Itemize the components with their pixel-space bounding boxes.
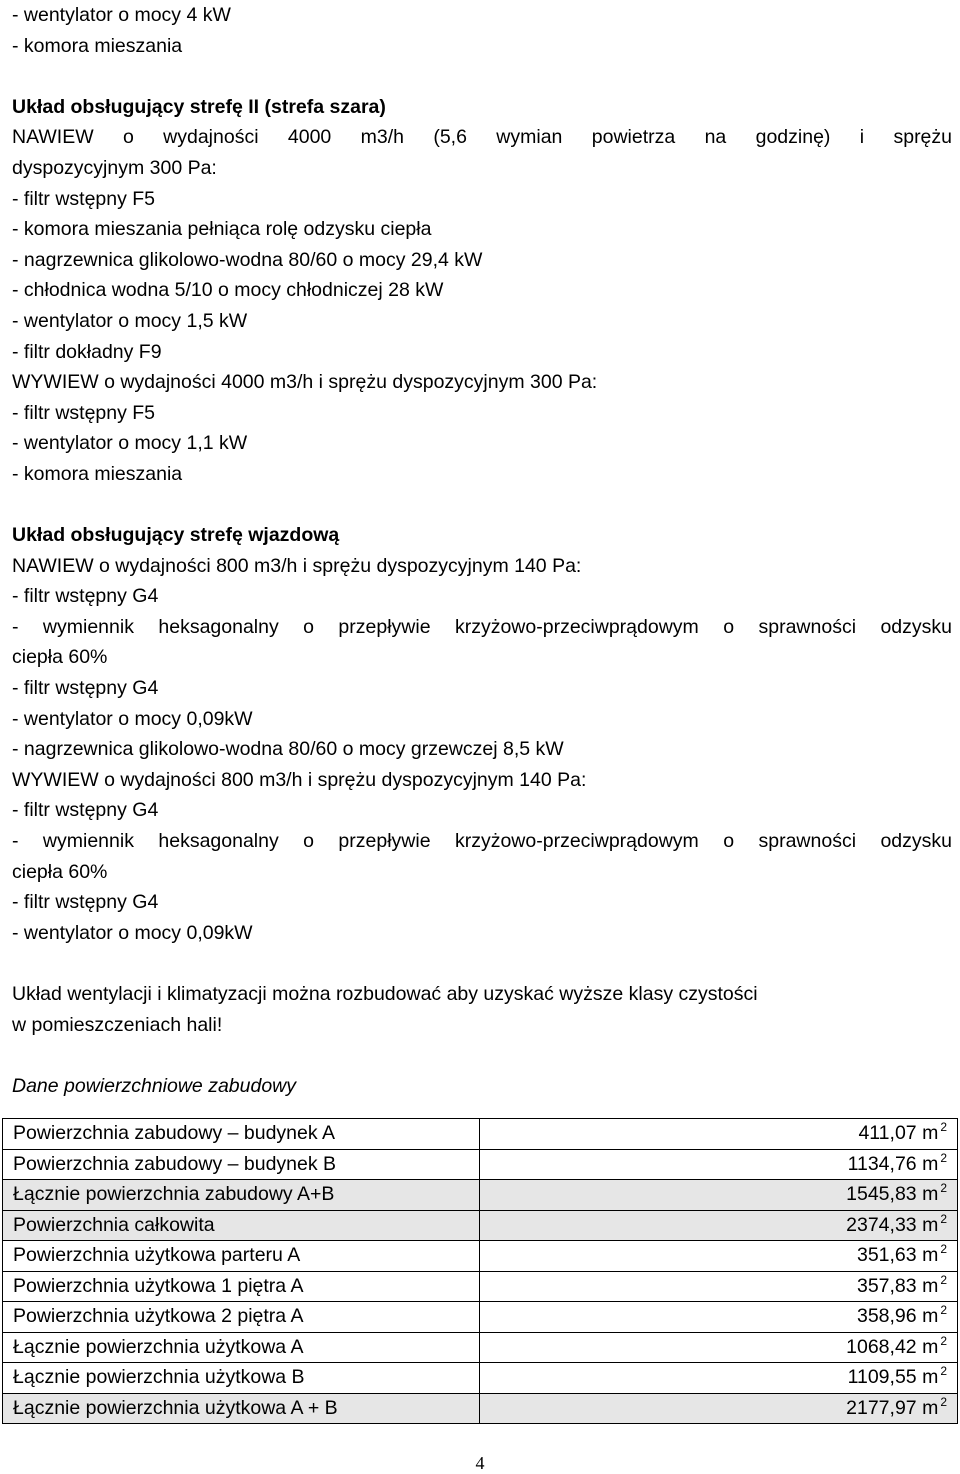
area-value-cell [480,1393,958,1424]
area-value: 1134,76 [847,1152,917,1175]
document-body [12,0,952,1101]
area-label: Łącznie powierzchnia użytkowa A [3,1332,480,1363]
area-value-cell [480,1241,958,1272]
area-value: 2374,33 [846,1213,917,1236]
area-unit-exponent: 2 [940,1333,947,1348]
list-item-continued: ciepła 60% [12,860,108,883]
supply-intro: NAWIEW o wydajności 800 m3/h i sprężu dyspozycyjnym 140 Pa: [12,554,582,577]
area-unit: m [922,1305,939,1328]
area-value: 1068,42 [846,1335,917,1358]
list-item: - wentylator o mocy 0,09kW [12,707,253,730]
area-value-cell [480,1210,958,1241]
exhaust-intro: WYWIEW o wydajności 800 m3/h i sprężu dyspozycyjnym 140 Pa: [12,768,587,791]
area-value: 357,83 [856,1274,917,1297]
area-value-cell [480,1271,958,1302]
area-unit-exponent: 2 [940,1181,947,1196]
list-item: - wymiennik heksagonalny o przepływie krzyżowo-przeciwprądowym o sprawności odzysku [12,830,952,853]
area-value-cell [480,1332,958,1363]
list-item: - filtr dokładny F9 [12,340,162,363]
area-unit: m [922,1396,939,1419]
area-value-cell [480,1149,958,1180]
table-row [3,1332,958,1363]
section-heading-entry-zone: Układ obsługujący strefę wjazdową [12,524,340,547]
area-label: Łącznie powierzchnia zabudowy A+B [3,1180,480,1211]
area-unit: m [922,1122,939,1145]
expansion-note-continued: w pomieszczeniach hali! [12,1013,223,1036]
list-item: - filtr wstępny G4 [12,677,159,700]
area-unit: m [922,1335,939,1358]
supply-intro-continued: dyspozycyjnym 300 Pa: [12,156,217,179]
area-label: Powierzchnia użytkowa 2 piętra A [3,1302,480,1333]
area-unit-exponent: 2 [940,1303,947,1318]
list-item: - filtr wstępny G4 [12,891,159,914]
list-item: - wentylator o mocy 4 kW [12,4,231,26]
list-item: - wentylator o mocy 1,5 kW [12,309,248,332]
area-unit: m [922,1274,939,1297]
table-row [3,1180,958,1211]
list-item: - filtr wstępny G4 [12,585,159,608]
areas-heading: Dane powierzchniowe zabudowy [12,1074,296,1097]
list-item: - komora mieszania [12,34,183,57]
page-number: 4 [475,1453,485,1473]
area-unit: m [922,1213,939,1236]
list-item: - nagrzewnica glikolowo-wodna 80/60 o mocy 29,4 kW [12,248,483,271]
list-item: - chłodnica wodna 5/10 o mocy chłodniczej 28 kW [12,279,444,302]
area-value: 1545,83 [846,1183,917,1206]
table-row [3,1149,958,1180]
area-unit-exponent: 2 [940,1242,947,1257]
area-unit-exponent: 2 [940,1272,947,1287]
expansion-note: Układ wentylacji i klimatyzacji można rozbudować aby uzyskać wyższe klasy czystości [12,983,758,1005]
area-unit-exponent: 2 [940,1120,947,1135]
area-label: Powierzchnia użytkowa 1 piętra A [3,1271,480,1302]
area-label: Powierzchnia zabudowy – budynek B [3,1149,480,1180]
list-item: - wymiennik heksagonalny o przepływie krzyżowo-przeciwprądowym o sprawności odzysku [12,615,952,638]
list-item: - filtr wstępny G4 [12,799,159,822]
area-value: 358,96 [856,1305,917,1328]
list-item: - nagrzewnica glikolowo-wodna 80/60 o mocy grzewczej 8,5 kW [12,738,564,761]
exhaust-intro: WYWIEW o wydajności 4000 m3/h i sprężu dyspozycyjnym 300 Pa: [12,371,598,394]
table-row [3,1241,958,1272]
area-unit-exponent: 2 [940,1394,947,1409]
area-unit: m [922,1183,939,1206]
table-row [3,1119,958,1150]
table-row [3,1302,958,1333]
table-row [3,1363,958,1394]
list-item: - wentylator o mocy 0,09kW [12,921,253,944]
area-table [2,1118,958,1424]
table-row [3,1210,958,1241]
area-unit: m [922,1366,939,1389]
area-label: Łącznie powierzchnia użytkowa A + B [3,1393,480,1424]
list-item: - komora mieszania pełniąca rolę odzysku ciepła [12,218,432,241]
area-value: 1109,55 [847,1366,917,1389]
area-unit-exponent: 2 [940,1150,947,1165]
area-value: 411,07 [858,1122,917,1145]
list-item: - filtr wstępny F5 [12,187,156,210]
table-row [3,1393,958,1424]
area-label: Powierzchnia zabudowy – budynek A [3,1119,480,1150]
list-item: - wentylator o mocy 1,1 kW [12,432,248,455]
area-value-cell [480,1363,958,1394]
area-unit: m [922,1244,939,1267]
area-value-cell [480,1302,958,1333]
area-label: Łącznie powierzchnia użytkowa B [3,1363,480,1394]
area-unit: m [922,1152,939,1175]
area-unit-exponent: 2 [940,1364,947,1379]
supply-intro: NAWIEW o wydajności 4000 m3/h (5,6 wymian powietrza na godzinę) i sprężu [12,126,952,149]
area-label: Powierzchnia całkowita [3,1210,480,1241]
list-item: - komora mieszania [12,462,183,485]
area-value: 2177,97 [846,1396,917,1419]
list-item: - filtr wstępny F5 [12,401,156,424]
area-label: Powierzchnia użytkowa parteru A [3,1241,480,1272]
area-value: 351,63 [856,1244,917,1267]
list-item-continued: ciepła 60% [12,646,108,669]
section-heading-grey-zone: Układ obsługujący strefę II (strefa szara) [12,95,386,118]
area-value-cell [480,1180,958,1211]
area-value-cell [480,1119,958,1150]
area-unit-exponent: 2 [940,1211,947,1226]
table-row [3,1271,958,1302]
